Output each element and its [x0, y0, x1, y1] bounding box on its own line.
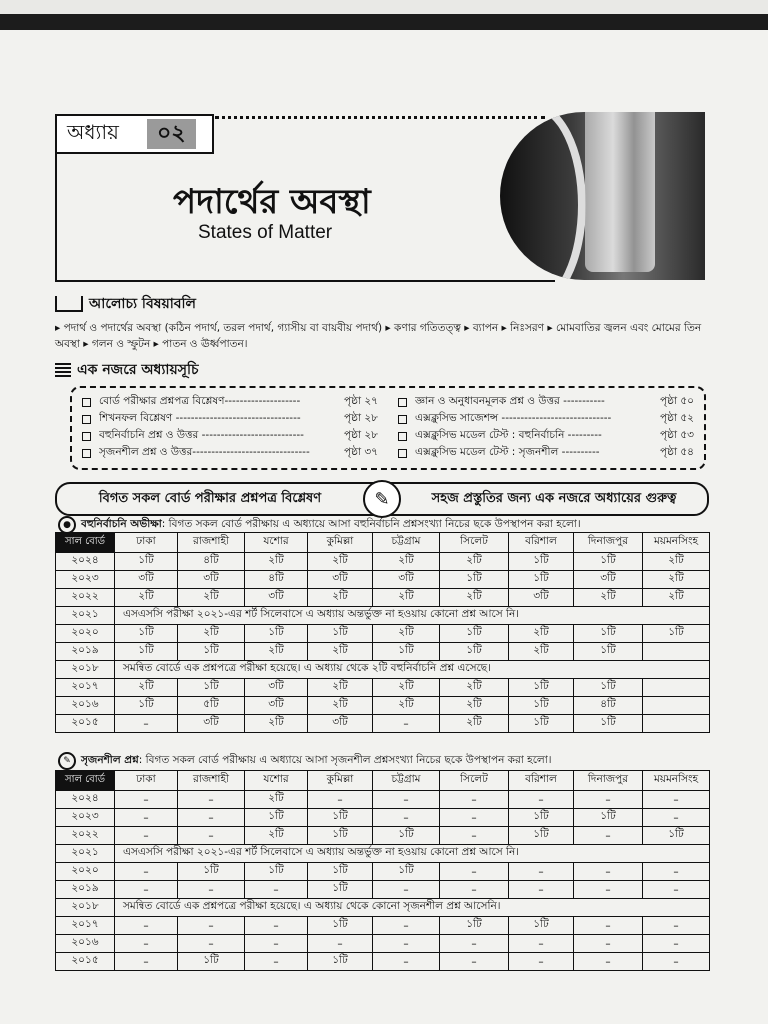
year-cell: ২০১৫ [56, 953, 115, 971]
count-cell: – [373, 917, 440, 935]
year-cell: ২০২২ [56, 589, 115, 607]
count-cell: ১টি [308, 881, 373, 899]
board-header: দিনাজপুর [574, 771, 643, 791]
glass-photo [500, 112, 705, 280]
count-cell: ৩টি [308, 715, 373, 733]
board-header: দিনাজপুর [574, 533, 643, 553]
pen-icon: ✎ [58, 752, 76, 770]
count-cell: ১টি [574, 809, 643, 827]
chapter-label: অধ্যায় [67, 119, 119, 144]
year-cell: ২০২২ [56, 827, 115, 845]
count-cell: ৪টি [574, 697, 643, 715]
year-cell: ২০১৭ [56, 917, 115, 935]
year-cell: ২০১৬ [56, 697, 115, 715]
count-cell: ২টি [308, 697, 373, 715]
list-icon [55, 363, 71, 377]
count-cell: – [643, 809, 710, 827]
count-cell: – [373, 881, 440, 899]
checkbox-square-icon [398, 415, 407, 424]
note-cell: সমন্বিত বোর্ডে এক প্রশ্নপত্রে পরীক্ষা হয়েছে। এ অধ্যায় থেকে কোনো সৃজনশীল প্রশ্ন আসেনি। [115, 899, 710, 917]
count-cell: – [178, 917, 245, 935]
year-cell: ২০২৪ [56, 553, 115, 571]
table-row [56, 953, 710, 971]
count-cell: – [643, 953, 710, 971]
count-cell: ২টি [373, 553, 440, 571]
checkbox-square-icon [82, 415, 91, 424]
count-cell: – [178, 827, 245, 845]
count-cell: ১টি [440, 571, 509, 589]
count-cell: – [440, 827, 509, 845]
book-icon [55, 296, 83, 312]
count-cell: ১টি [115, 643, 178, 661]
count-cell: ১টি [178, 953, 245, 971]
count-cell: ১টি [308, 917, 373, 935]
count-cell: – [643, 791, 710, 809]
count-cell: – [115, 953, 178, 971]
table-row [56, 845, 710, 863]
table-row [56, 715, 710, 733]
board-header: কুমিল্লা [308, 771, 373, 791]
contents-item [82, 411, 378, 428]
dotted-divider [215, 116, 545, 119]
board-header: ময়মনসিংহ [643, 771, 710, 791]
year-cell: ২০১৬ [56, 935, 115, 953]
table-row [56, 881, 710, 899]
year-cell: ২০১৮ [56, 661, 115, 679]
count-cell: ১টি [440, 643, 509, 661]
contents-item [398, 445, 694, 462]
year-cell: ২০২০ [56, 863, 115, 881]
year-cell: ২০১৭ [56, 679, 115, 697]
count-cell: ২টি [373, 589, 440, 607]
count-cell: ২টি [373, 625, 440, 643]
count-cell: – [178, 791, 245, 809]
contents-item-label: বোর্ড পরীক্ষার প্রশ্নপত্র বিশ্লেষণ-------------------- [99, 395, 301, 407]
count-cell: ১টি [509, 553, 574, 571]
target-icon: ● [58, 516, 76, 534]
count-cell: ২টি [643, 589, 710, 607]
count-cell: ২টি [115, 679, 178, 697]
count-cell: ১টি [509, 697, 574, 715]
contents-item-page: পৃষ্ঠা ২৭ [343, 395, 378, 407]
count-cell: ২টি [643, 553, 710, 571]
count-cell: ১টি [115, 697, 178, 715]
count-cell: – [574, 827, 643, 845]
count-cell: – [115, 791, 178, 809]
count-cell: ১টি [308, 625, 373, 643]
contents-box [70, 386, 706, 470]
count-cell: – [373, 715, 440, 733]
contents-item-label: জ্ঞান ও অনুধাবনমূলক প্রশ্ন ও উত্তর ----------- [415, 395, 605, 407]
count-cell [643, 697, 710, 715]
count-cell: ২টি [308, 643, 373, 661]
contents-item-label: এক্সক্লুসিভ মডেল টেস্ট : সৃজনশীল ---------- [415, 446, 600, 458]
count-cell: – [373, 953, 440, 971]
banner-right: সহজ প্রস্তুতির জন্য এক নজরে অধ্যায়ের গুরুত্ব [431, 490, 677, 506]
contents-section [55, 358, 710, 470]
board-header: চট্টগ্রাম [373, 771, 440, 791]
board-header: ময়মনসিংহ [643, 533, 710, 553]
count-cell: ২টি [245, 827, 308, 845]
count-cell: ১টি [178, 643, 245, 661]
count-cell: ২টি [115, 589, 178, 607]
count-cell: ২টি [245, 643, 308, 661]
count-cell: ১টি [308, 809, 373, 827]
count-cell: ৩টি [574, 571, 643, 589]
table-row [56, 589, 710, 607]
count-cell: ২টি [643, 571, 710, 589]
board-header: সিলেট [440, 771, 509, 791]
topics-section [55, 292, 710, 352]
note-cell: সমন্বিত বোর্ডে এক প্রশ্নপত্রে পরীক্ষা হয়েছে। এ অধ্যায় থেকে ২টি বহুনির্বাচনি প্রশ্ন এসেছে। [115, 661, 710, 679]
count-cell: ১টি [643, 625, 710, 643]
book-page [0, 14, 768, 1024]
count-cell: – [440, 791, 509, 809]
count-cell: – [440, 953, 509, 971]
mcq-table [55, 532, 710, 733]
count-cell: – [643, 935, 710, 953]
year-cell: ২০২৩ [56, 571, 115, 589]
count-cell: ২টি [440, 715, 509, 733]
count-cell: – [509, 881, 574, 899]
checkbox-square-icon [82, 449, 91, 458]
checkbox-square-icon [398, 449, 407, 458]
count-cell: – [115, 935, 178, 953]
board-header: রাজশাহী [178, 533, 245, 553]
count-cell: ১টি [574, 679, 643, 697]
count-cell: ২টি [373, 697, 440, 715]
board-header: বরিশাল [509, 771, 574, 791]
board-header: কুমিল্লা [308, 533, 373, 553]
contents-item-page: পৃষ্ঠা ৫৩ [660, 429, 694, 441]
banner-left: বিগত সকল বোর্ড পরীক্ষার প্রশ্নপত্র বিশ্লেষণ [98, 490, 322, 506]
count-cell: ৩টি [373, 571, 440, 589]
contents-item [398, 394, 694, 411]
year-cell: ২০২১ [56, 845, 115, 863]
count-cell: – [178, 809, 245, 827]
count-cell: ২টি [308, 553, 373, 571]
contents-item-page: পৃষ্ঠা ৩৭ [343, 446, 378, 458]
count-cell: ১টি [574, 625, 643, 643]
count-cell: ১টি [245, 625, 308, 643]
count-cell: – [308, 791, 373, 809]
table-corner-header: সাল বোর্ড [56, 533, 115, 553]
contents-item-page: পৃষ্ঠা ২৮ [344, 429, 378, 441]
count-cell: – [509, 791, 574, 809]
count-cell: ৪টি [245, 571, 308, 589]
contents-item [82, 394, 378, 411]
board-header: রাজশাহী [178, 771, 245, 791]
frame-line [55, 280, 555, 282]
count-cell: ৫টি [178, 697, 245, 715]
mcq-desc: : বিগত সকল বোর্ড পরীক্ষায় এ অধ্যায়ে আসা বহুনির্বাচনি প্রশ্নসংখ্যা নিচের ছকে উপস্থাপন করা হলো। [161, 517, 581, 530]
mcq-title: বহুনির্বাচনি অভীক্ষা [81, 517, 162, 530]
count-cell: – [509, 935, 574, 953]
count-cell: – [574, 935, 643, 953]
table-row [56, 935, 710, 953]
table-row [56, 553, 710, 571]
count-cell: ১টি [115, 625, 178, 643]
count-cell: ১টি [440, 917, 509, 935]
count-cell: – [574, 881, 643, 899]
table-row [56, 809, 710, 827]
count-cell: – [115, 715, 178, 733]
contents-column-left [72, 388, 388, 468]
year-cell: ২০২০ [56, 625, 115, 643]
count-cell: ২টি [509, 643, 574, 661]
board-header: চট্টগ্রাম [373, 533, 440, 553]
table-row [56, 917, 710, 935]
count-cell: ৩টি [509, 589, 574, 607]
contents-heading-text: এক নজরে অধ্যায়সূচি [77, 362, 199, 378]
count-cell: ১টি [373, 643, 440, 661]
count-cell: – [440, 935, 509, 953]
count-cell: ১টি [509, 809, 574, 827]
board-header: ঢাকা [115, 533, 178, 553]
cq-table [55, 770, 710, 971]
count-cell: – [643, 881, 710, 899]
table-row [56, 791, 710, 809]
count-cell: – [574, 863, 643, 881]
contents-column-right [388, 388, 704, 468]
count-cell: ২টি [574, 589, 643, 607]
count-cell: – [115, 827, 178, 845]
count-cell: ২টি [245, 715, 308, 733]
checkbox-square-icon [82, 432, 91, 441]
year-cell: ২০২১ [56, 607, 115, 625]
count-cell: – [373, 809, 440, 827]
chapter-title-bn: পদার্থের অবস্থা [173, 182, 371, 222]
count-cell: ১টি [245, 863, 308, 881]
count-cell: – [440, 809, 509, 827]
lightbulb-icon: ✎ [363, 480, 401, 518]
contents-item-label: বহুনির্বাচনি প্রশ্ন ও উত্তর --------------------------- [99, 429, 304, 441]
count-cell: ২টি [308, 589, 373, 607]
count-cell: ১টি [509, 571, 574, 589]
year-cell: ২০১৫ [56, 715, 115, 733]
table-row [56, 679, 710, 697]
checkbox-square-icon [398, 398, 407, 407]
count-cell: ১টি [440, 625, 509, 643]
contents-item [82, 428, 378, 445]
count-cell: – [440, 863, 509, 881]
count-cell: – [643, 863, 710, 881]
analysis-banner [55, 482, 709, 516]
contents-item-page: পৃষ্ঠা ৫২ [660, 412, 694, 424]
count-cell: ২টি [440, 589, 509, 607]
count-cell: ১টি [574, 553, 643, 571]
table-row [56, 643, 710, 661]
count-cell: ১টি [373, 863, 440, 881]
count-cell: – [373, 935, 440, 953]
count-cell: – [643, 917, 710, 935]
frame-line [55, 150, 57, 282]
year-cell: ২০১৯ [56, 643, 115, 661]
table-row [56, 697, 710, 715]
count-cell: ২টি [245, 791, 308, 809]
count-cell: ১টি [509, 827, 574, 845]
contents-item [398, 411, 694, 428]
board-header: ঢাকা [115, 771, 178, 791]
count-cell: ১টি [509, 917, 574, 935]
checkbox-square-icon [398, 432, 407, 441]
count-cell: ২টি [373, 679, 440, 697]
count-cell: – [440, 881, 509, 899]
contents-item-label: সৃজনশীল প্রশ্ন ও উত্তর------------------------------- [99, 446, 310, 458]
count-cell: ১টি [115, 553, 178, 571]
count-cell: ৪টি [178, 553, 245, 571]
chapter-title-en: States of Matter [198, 222, 333, 243]
scan-edge [0, 14, 768, 30]
count-cell: ১টি [308, 827, 373, 845]
count-cell: ১টি [178, 863, 245, 881]
count-cell: ৩টি [245, 589, 308, 607]
count-cell [643, 715, 710, 733]
chapter-header [55, 114, 705, 282]
count-cell: ৩টি [245, 679, 308, 697]
count-cell: – [245, 953, 308, 971]
count-cell: – [115, 863, 178, 881]
count-cell: – [509, 953, 574, 971]
table-row [56, 661, 710, 679]
count-cell: ২টি [440, 679, 509, 697]
topics-text: ▸ পদার্থ ও পদার্থের অবস্থা (কঠিন পদার্থ, তরল পদার্থ, গ্যাসীয় বা বায়বীয় পদার্থ) ▸ কণার গতিতত্ত্ব ▸ ব্যাপন ▸ নিঃসরণ ▸ মোমবাতির জ্বলন এবং মোমের তিন অবস্থা ▸ গলন ও স্ফুটন ▸ পাতন ও ঊর্ধ্বপাতন। [55, 322, 702, 350]
topics-heading [55, 292, 710, 316]
year-cell: ২০১৮ [56, 899, 115, 917]
count-cell: – [178, 935, 245, 953]
count-cell: ১টি [643, 827, 710, 845]
board-header: যশোর [245, 533, 308, 553]
chapter-number: ০২ [147, 119, 196, 149]
count-cell [643, 643, 710, 661]
count-cell: ১টি [245, 809, 308, 827]
count-cell: – [574, 791, 643, 809]
count-cell: – [509, 863, 574, 881]
count-cell: ৩টি [178, 571, 245, 589]
table-row [56, 899, 710, 917]
count-cell: ১টি [373, 827, 440, 845]
table-row [56, 863, 710, 881]
count-cell: ৩টি [115, 571, 178, 589]
contents-heading [55, 358, 710, 382]
note-cell: এসএসসি পরীক্ষা ২০২১-এর শর্ট সিলেবাসে এ অধ্যায় অন্তর্ভুক্ত না হওয়ায় কোনো প্রশ্ন আসে নি। [115, 845, 710, 863]
table-row [56, 571, 710, 589]
count-cell: ২টি [440, 553, 509, 571]
count-cell: ১টি [509, 715, 574, 733]
count-cell: ২টি [308, 679, 373, 697]
count-cell: – [115, 809, 178, 827]
count-cell: – [115, 917, 178, 935]
contents-item [82, 445, 378, 462]
count-cell: ২টি [178, 625, 245, 643]
board-header: সিলেট [440, 533, 509, 553]
count-cell: ১টি [308, 953, 373, 971]
count-cell [643, 679, 710, 697]
count-cell: ২টি [509, 625, 574, 643]
board-header: যশোর [245, 771, 308, 791]
count-cell: – [574, 953, 643, 971]
count-cell: ২টি [440, 697, 509, 715]
count-cell: – [373, 791, 440, 809]
count-cell: ১টি [178, 679, 245, 697]
table-row [56, 827, 710, 845]
table-corner-header: সাল বোর্ড [56, 771, 115, 791]
cq-title: সৃজনশীল প্রশ্ন [81, 753, 139, 766]
count-cell: ১টি [509, 679, 574, 697]
year-cell: ২০২৩ [56, 809, 115, 827]
count-cell: – [574, 917, 643, 935]
count-cell: – [245, 917, 308, 935]
checkbox-square-icon [82, 398, 91, 407]
count-cell: – [115, 881, 178, 899]
count-cell: – [178, 881, 245, 899]
count-cell: ১টি [308, 863, 373, 881]
contents-item-page: পৃষ্ঠা ৫০ [660, 395, 694, 407]
contents-item [398, 428, 694, 445]
contents-item-page: পৃষ্ঠা ৫৪ [660, 446, 694, 458]
cq-heading [58, 752, 552, 770]
count-cell: ২টি [178, 589, 245, 607]
note-cell: এসএসসি পরীক্ষা ২০২১-এর শর্ট সিলেবাসে এ অধ্যায় অন্তর্ভুক্ত না হওয়ায় কোনো প্রশ্ন আসে নি। [115, 607, 710, 625]
contents-item-page: পৃষ্ঠা ২৮ [344, 412, 378, 424]
contents-item-label: এক্সক্লুসিভ সাজেশন্স ----------------------------- [415, 412, 612, 424]
count-cell: ১টি [574, 715, 643, 733]
chapter-badge [55, 114, 214, 154]
count-cell: ৩টি [245, 697, 308, 715]
cq-desc: : বিগত সকল বোর্ড পরীক্ষায় এ অধ্যায়ে আসা সৃজনশীল প্রশ্নসংখ্যা নিচের ছকে উপস্থাপন করা হলো। [138, 753, 552, 766]
count-cell: ৩টি [178, 715, 245, 733]
count-cell: – [245, 935, 308, 953]
count-cell: – [245, 881, 308, 899]
count-cell: ১টি [574, 643, 643, 661]
contents-item-label: শিখনফল বিশ্লেষণ --------------------------------- [99, 412, 301, 424]
count-cell: – [308, 935, 373, 953]
table-row [56, 625, 710, 643]
contents-item-label: এক্সক্লুসিভ মডেল টেস্ট : বহুনির্বাচনি --------- [415, 429, 602, 441]
year-cell: ২০২৪ [56, 791, 115, 809]
year-cell: ২০১৯ [56, 881, 115, 899]
topics-heading-text: আলোচ্য বিষয়াবলি [89, 296, 196, 312]
count-cell: ৩টি [308, 571, 373, 589]
board-header: বরিশাল [509, 533, 574, 553]
count-cell: ২টি [245, 553, 308, 571]
table-row [56, 607, 710, 625]
